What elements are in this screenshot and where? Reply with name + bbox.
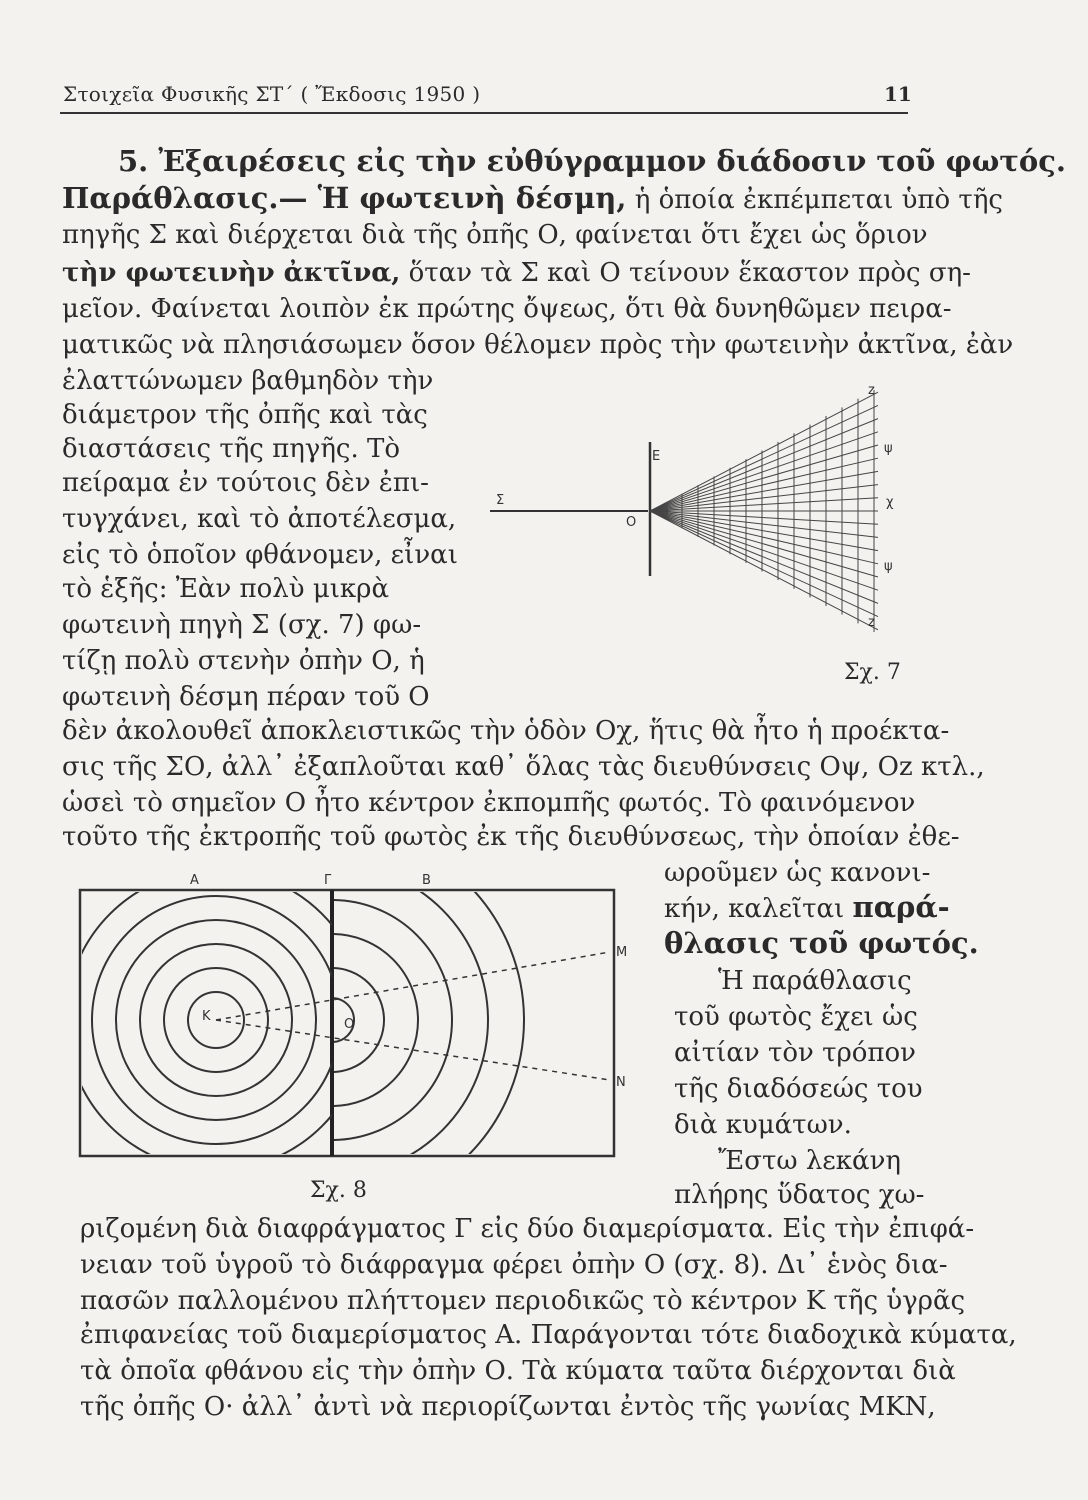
figure-8-caption: Σχ. 8 <box>310 1178 367 1203</box>
text-line-11: εἰς τὸ ὁποῖον φθάνομεν, εἶναι <box>62 540 458 570</box>
fig7-label-hole: Ο <box>626 515 637 530</box>
fig8-label-B: Β <box>422 873 431 888</box>
text-line-19: τοῦτο τῆς ἐκτροπῆς τοῦ φωτὸς ἐκ τῆς διευθύνσεως, τὴν ὁποίαν ἐθε- <box>62 822 960 852</box>
fig8-label-N: Ν <box>616 1075 626 1090</box>
fan-ray <box>650 392 878 511</box>
text-line-32: πασῶν παλλομένου πλήττομεν περιοδικῶς τὸ κέντρον Κ τῆς ὑγρᾶς <box>80 1286 966 1316</box>
fan-ray <box>650 511 878 630</box>
fan-ray <box>650 432 878 511</box>
text-line-21 <box>664 892 950 924</box>
fig7-label-z-bottom: z <box>868 615 875 630</box>
fan-ray <box>650 511 878 551</box>
fan-ray <box>650 405 878 511</box>
text-line-7: διάμετρον τῆς ὀπῆς καὶ τὰς <box>62 400 428 430</box>
fig8-label-G: Γ <box>324 873 332 888</box>
fan-ray <box>650 511 878 564</box>
fan-ray <box>650 445 878 511</box>
fig8-label-K: Κ <box>202 1009 211 1024</box>
text-line-29: πλήρης ὕδατος χω- <box>674 1180 925 1210</box>
text-line-20: ωροῦμεν ὡς κανονι- <box>664 858 931 888</box>
text-line-27: διὰ κυμάτων. <box>674 1110 852 1140</box>
text-line-26: τῆς διαδόσεώς του <box>674 1074 923 1104</box>
fig7-label-z-top: z <box>868 383 875 398</box>
fan-ray <box>650 471 878 511</box>
fig7-label-screen: Ε <box>652 449 661 464</box>
text-line-34: τὰ ὁποῖα φθάνου εἰς τὴν ὀπὴν Ο. Τὰ κύματα ταῦτα διέρχονται διὰ <box>80 1356 956 1386</box>
text-line-28: Ἔστω λεκάνη <box>718 1146 901 1176</box>
fan-ray <box>650 511 878 603</box>
fan-ray <box>650 511 878 590</box>
fig7-label-psi-top: ψ <box>884 441 893 456</box>
text-line-6: ἐλαττώνωμεν βαθμηδὸν τὴν <box>62 366 434 396</box>
text-line-23: Ἡ παράθλασις <box>718 966 912 996</box>
text-line-17: σις τῆς ΣΟ, ἀλλ᾿ ἐξαπλοῦται καθ᾿ ὅλας τὰς διευθύνσεις Οψ, Οz κτλ., <box>62 752 985 782</box>
text-line-13: φωτεινὴ πηγὴ Σ (σχ. 7) φω- <box>62 610 422 640</box>
fan-ray <box>650 498 878 511</box>
text-line-10: τυγχάνει, καὶ τὸ ἀποτέλεσμα, <box>62 504 457 534</box>
fan-ray <box>650 485 878 511</box>
text-line-33: ἐπιφανείας τοῦ διαμερίσματος Α. Παράγονται τότε διαδοχικὰ κύματα, <box>80 1320 1017 1350</box>
text-line-21-pre: κήν, καλεῖται <box>664 894 845 924</box>
text-line-1 <box>62 183 1003 215</box>
fan-ray <box>650 511 878 577</box>
text-line-9: πείραμα ἐν τούτοις δὲν ἐπι- <box>62 468 429 498</box>
fig7-label-x: χ <box>886 495 894 510</box>
fig8-label-M: Μ <box>616 945 628 960</box>
term-parathlasis-1: παρά- <box>852 890 950 924</box>
text-line-1-rest: ἡ ὁποία ἐκπέμπεται ὑπὸ τῆς <box>626 185 1003 215</box>
fig8-label-A: Α <box>190 873 199 888</box>
text-line-14: τίζῃ πολὺ στενὴν ὀπὴν Ο, ἡ <box>62 646 425 676</box>
text-line-8: διαστάσεις τῆς πηγῆς. Τὸ <box>62 434 400 464</box>
figure-8-wave-tank <box>70 870 630 1170</box>
fan-ray <box>650 419 878 511</box>
figure-7-caption: Σχ. 7 <box>844 660 901 685</box>
fan-ray <box>650 511 878 524</box>
header-rule <box>60 112 908 114</box>
figure-7-diffraction-fan <box>490 380 910 650</box>
text-line-2: πηγῆς Σ καὶ διέρχεται διὰ τῆς ὀπῆς Ο, φαίνεται ὅτι ἔχει ὡς ὅριον <box>62 220 928 250</box>
text-line-12: τὸ ἑξῆς: Ἐὰν πολὺ μικρὰ <box>62 574 390 604</box>
subheading-parathlasis: Παράθλασις.— Ἡ φωτεινὴ δέσμη, <box>62 181 627 215</box>
fan-ray <box>650 511 878 537</box>
fig7-label-psi-bottom: ψ <box>884 559 893 574</box>
dashed-line-KM <box>216 952 610 1020</box>
text-line-18: ὡσεὶ τὸ σημεῖον Ο ἦτο κέντρον ἐκπομπῆς φωτός. Τὸ φαινόμενον <box>62 788 916 818</box>
text-line-3-rest: ὅταν τὰ Σ καὶ Ο τείνουν ἕκαστον πρὸς ση- <box>400 258 971 288</box>
text-line-31: νειαν τοῦ ὑγροῦ τὸ διάφραγμα φέρει ὀπὴν Ο (σχ. 8). Δι᾿ ἑνὸς δια- <box>80 1250 948 1280</box>
text-line-15: φωτεινὴ δέσμη πέραν τοῦ Ο <box>62 682 430 712</box>
text-line-4: μεῖον. Φαίνεται λοιπὸν ἐκ πρώτης ὄψεως, ὅτι θὰ δυνηθῶμεν πειρα- <box>62 294 952 324</box>
fig8-label-O: Ο <box>344 1017 355 1032</box>
diffraction-rays <box>650 392 878 630</box>
fig7-label-source: Σ <box>496 493 505 508</box>
text-line-25: αἰτίαν τὸν τρόπον <box>674 1038 916 1068</box>
running-title: Στοιχεῖα Φυσικῆς ΣΤ΄ ( Ἔκδοσις 1950 ) <box>63 82 481 106</box>
text-line-24: τοῦ φωτὸς ἔχει ὡς <box>674 1002 918 1032</box>
page-number: 11 <box>884 82 912 106</box>
text-line-35: τῆς ὀπῆς Ο· ἀλλ᾿ ἀντὶ νὰ περιορίζωνται ἐντὸς τῆς γωνίας ΜΚΝ, <box>80 1392 936 1422</box>
fan-ray <box>650 458 878 511</box>
fan-ray <box>650 511 878 617</box>
section-heading: 5. Ἐξαιρέσεις εἰς τὴν εὐθύγραμμον διάδοσιν τοῦ φωτός. <box>118 144 1066 178</box>
text-line-5: ματικῶς νὰ πλησιάσωμεν ὅσον θέλομεν πρὸς τὴν φωτεινὴν ἀκτῖνα, ἐὰν <box>62 330 1014 360</box>
text-line-16: δὲν ἀκολουθεῖ ἀποκλειστικῶς τὴν ὁδὸν Οχ, ἥτις θὰ ἦτο ἡ προέκτα- <box>62 716 950 746</box>
text-line-30: ριζομένη διὰ διαφράγματος Γ εἰς δύο διαμερίσματα. Εἰς τὴν ἐπιφά- <box>80 1214 975 1244</box>
text-line-3 <box>62 258 971 288</box>
term-photeini-aktina: τὴν φωτεινὴν ἀκτῖνα, <box>62 258 401 288</box>
term-parathlasis-2: θλασις τοῦ φωτός. <box>664 926 979 960</box>
